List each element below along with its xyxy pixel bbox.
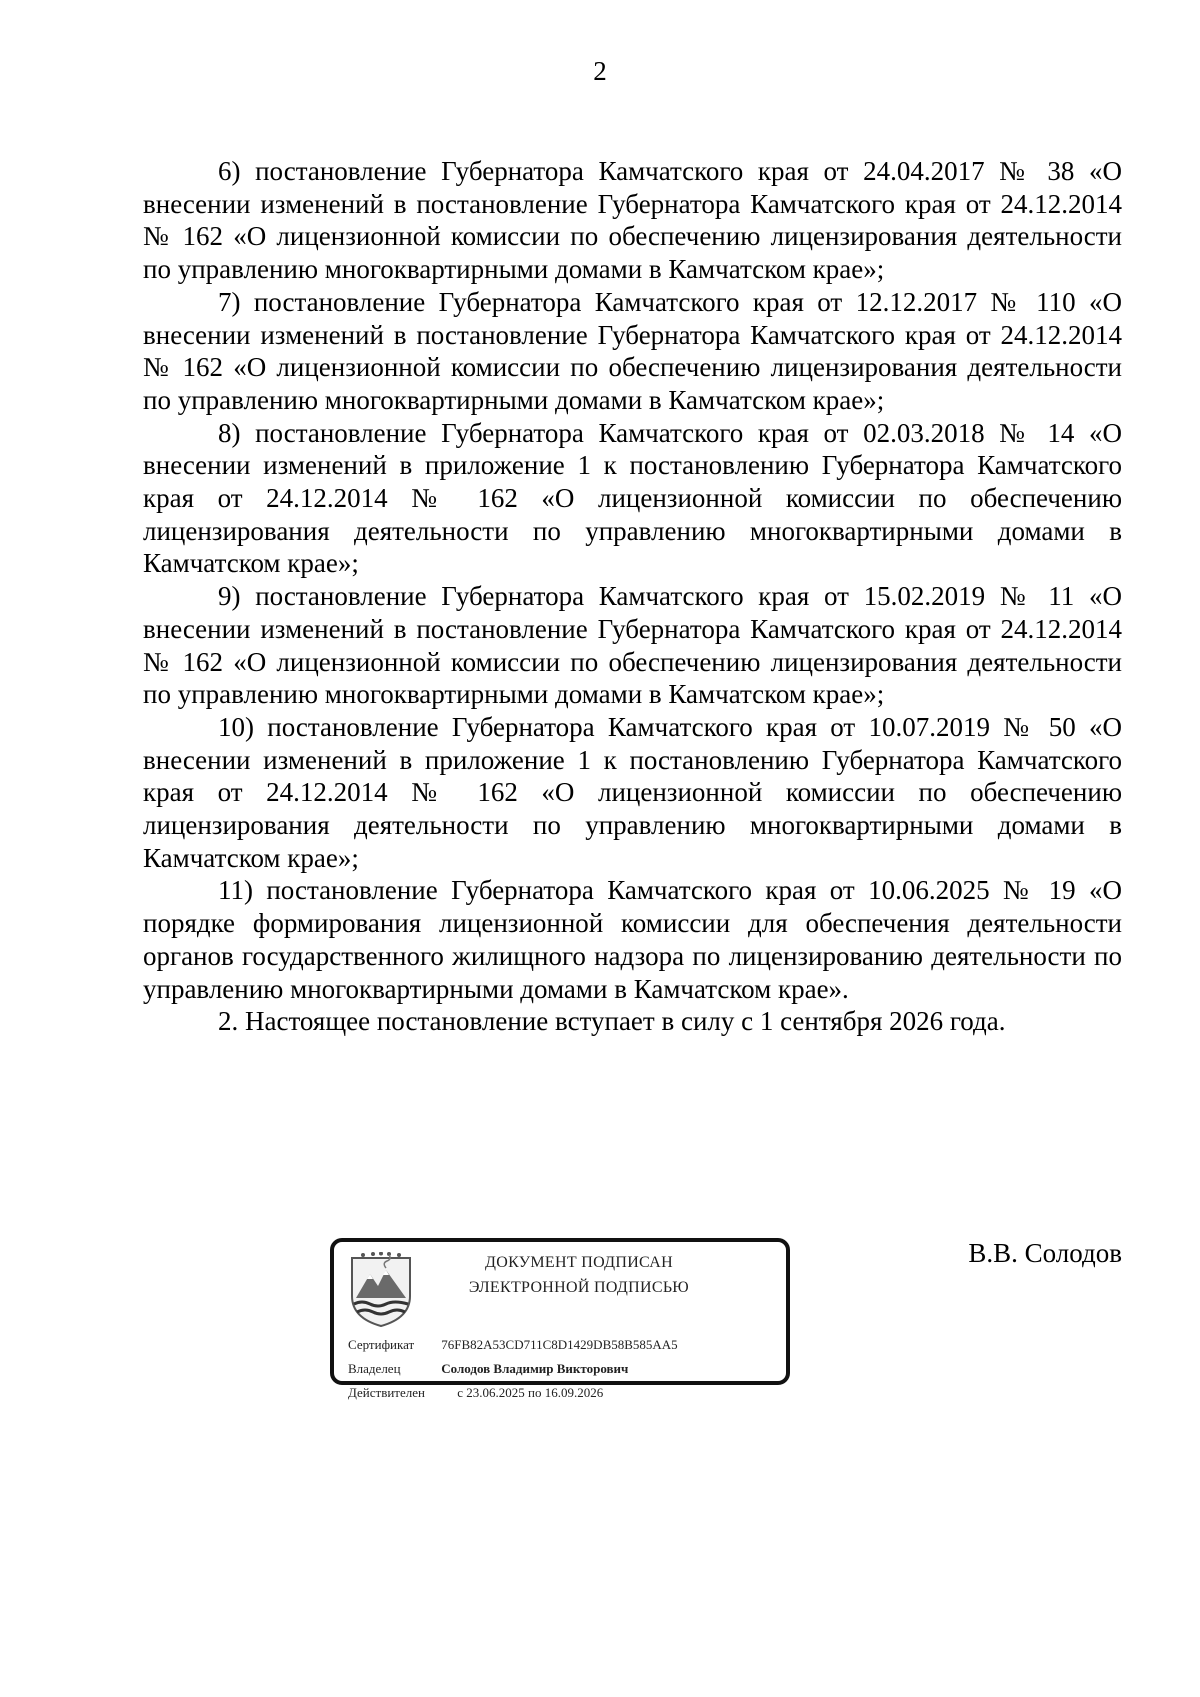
document-body: [143, 155, 1122, 1038]
effective-date-paragraph: 2. Настоящее постановление вступает в силу с 1 сентября 2026 года.: [218, 1006, 1006, 1037]
electronic-signature-stamp: [330, 1238, 790, 1400]
list-item-6: 6) постановление Губернатора Камчатского края от 24.04.2017 № 38 «О внесении изменений в постановление Губернатора Камчатского края от 24.12.2014 № 162 «О лицензионной комиссии по обеспечению лицензирования деятельности по управлению многоквартирными домами в Камчатском крае»;: [143, 156, 1122, 285]
certificate-value: 76FB82A53CD711C8D1429DB58B585AA5: [441, 1337, 678, 1352]
stamp-title-line-2: ЭЛЕКТРОННОЙ ПОДПИСЬЮ: [468, 1279, 690, 1296]
signatory-name: В.В. Солодов: [968, 1238, 1122, 1268]
owner-label: Владелец: [348, 1361, 401, 1376]
kamchatka-emblem-icon: [348, 1252, 414, 1328]
owner-value: Солодов Владимир Викторович: [441, 1361, 629, 1376]
list-item-10: 10) постановление Губернатора Камчатского края от 10.07.2019 № 50 «О внесении изменений в приложение 1 к постановлению Губернатора Камчатского края от 24.12.2014 № 162 «О лицензионной комиссии по обеспечению лицензирования деятельности по управлению многоквартирными домами в Камчатском крае»;: [143, 711, 1122, 873]
certificate-label: Сертификат: [348, 1337, 415, 1352]
stamp-validity-row: [348, 1384, 603, 1402]
validity-label: Действителен: [348, 1385, 425, 1400]
stamp-certificate-row: [348, 1336, 678, 1354]
stamp-title: [424, 1250, 734, 1300]
stamp-owner-row: [348, 1360, 628, 1378]
list-item-11: 11) постановление Губернатора Камчатского края от 10.06.2025 № 19 «О порядке формирования лицензионной комиссии для обеспечения деятельности органов государственного жилищного надзора по лицензированию деятельности по управлению многоквартирными домами в Камчатском крае».: [143, 875, 1122, 1004]
page-number: 2: [593, 56, 607, 86]
validity-value: с 23.06.2025 по 16.09.2026: [457, 1385, 604, 1400]
list-item-8: 8) постановление Губернатора Камчатского края от 02.03.2018 № 14 «О внесении изменений в приложение 1 к постановлению Губернатора Камчатского края от 24.12.2014 № 162 «О лицензионной комиссии по обеспечению лицензирования деятельности по управлению многоквартирными домами в Камчатском крае»;: [143, 417, 1122, 579]
list-item-9: 9) постановление Губернатора Камчатского края от 15.02.2019 № 11 «О внесении изменений в постановление Губернатора Камчатского края от 24.12.2014 № 162 «О лицензионной комиссии по обеспечению лицензирования деятельности по управлению многоквартирными домами в Камчатском крае»;: [143, 581, 1122, 710]
list-item-7: 7) постановление Губернатора Камчатского края от 12.12.2017 № 110 «О внесении изменений в постановление Губернатора Камчатского края от 24.12.2014 № 162 «О лицензионной комиссии по обеспечению лицензирования деятельности по управлению многоквартирными домами в Камчатском крае»;: [143, 286, 1122, 415]
stamp-title-line-1: ДОКУМЕНТ ПОДПИСАН: [485, 1254, 673, 1271]
